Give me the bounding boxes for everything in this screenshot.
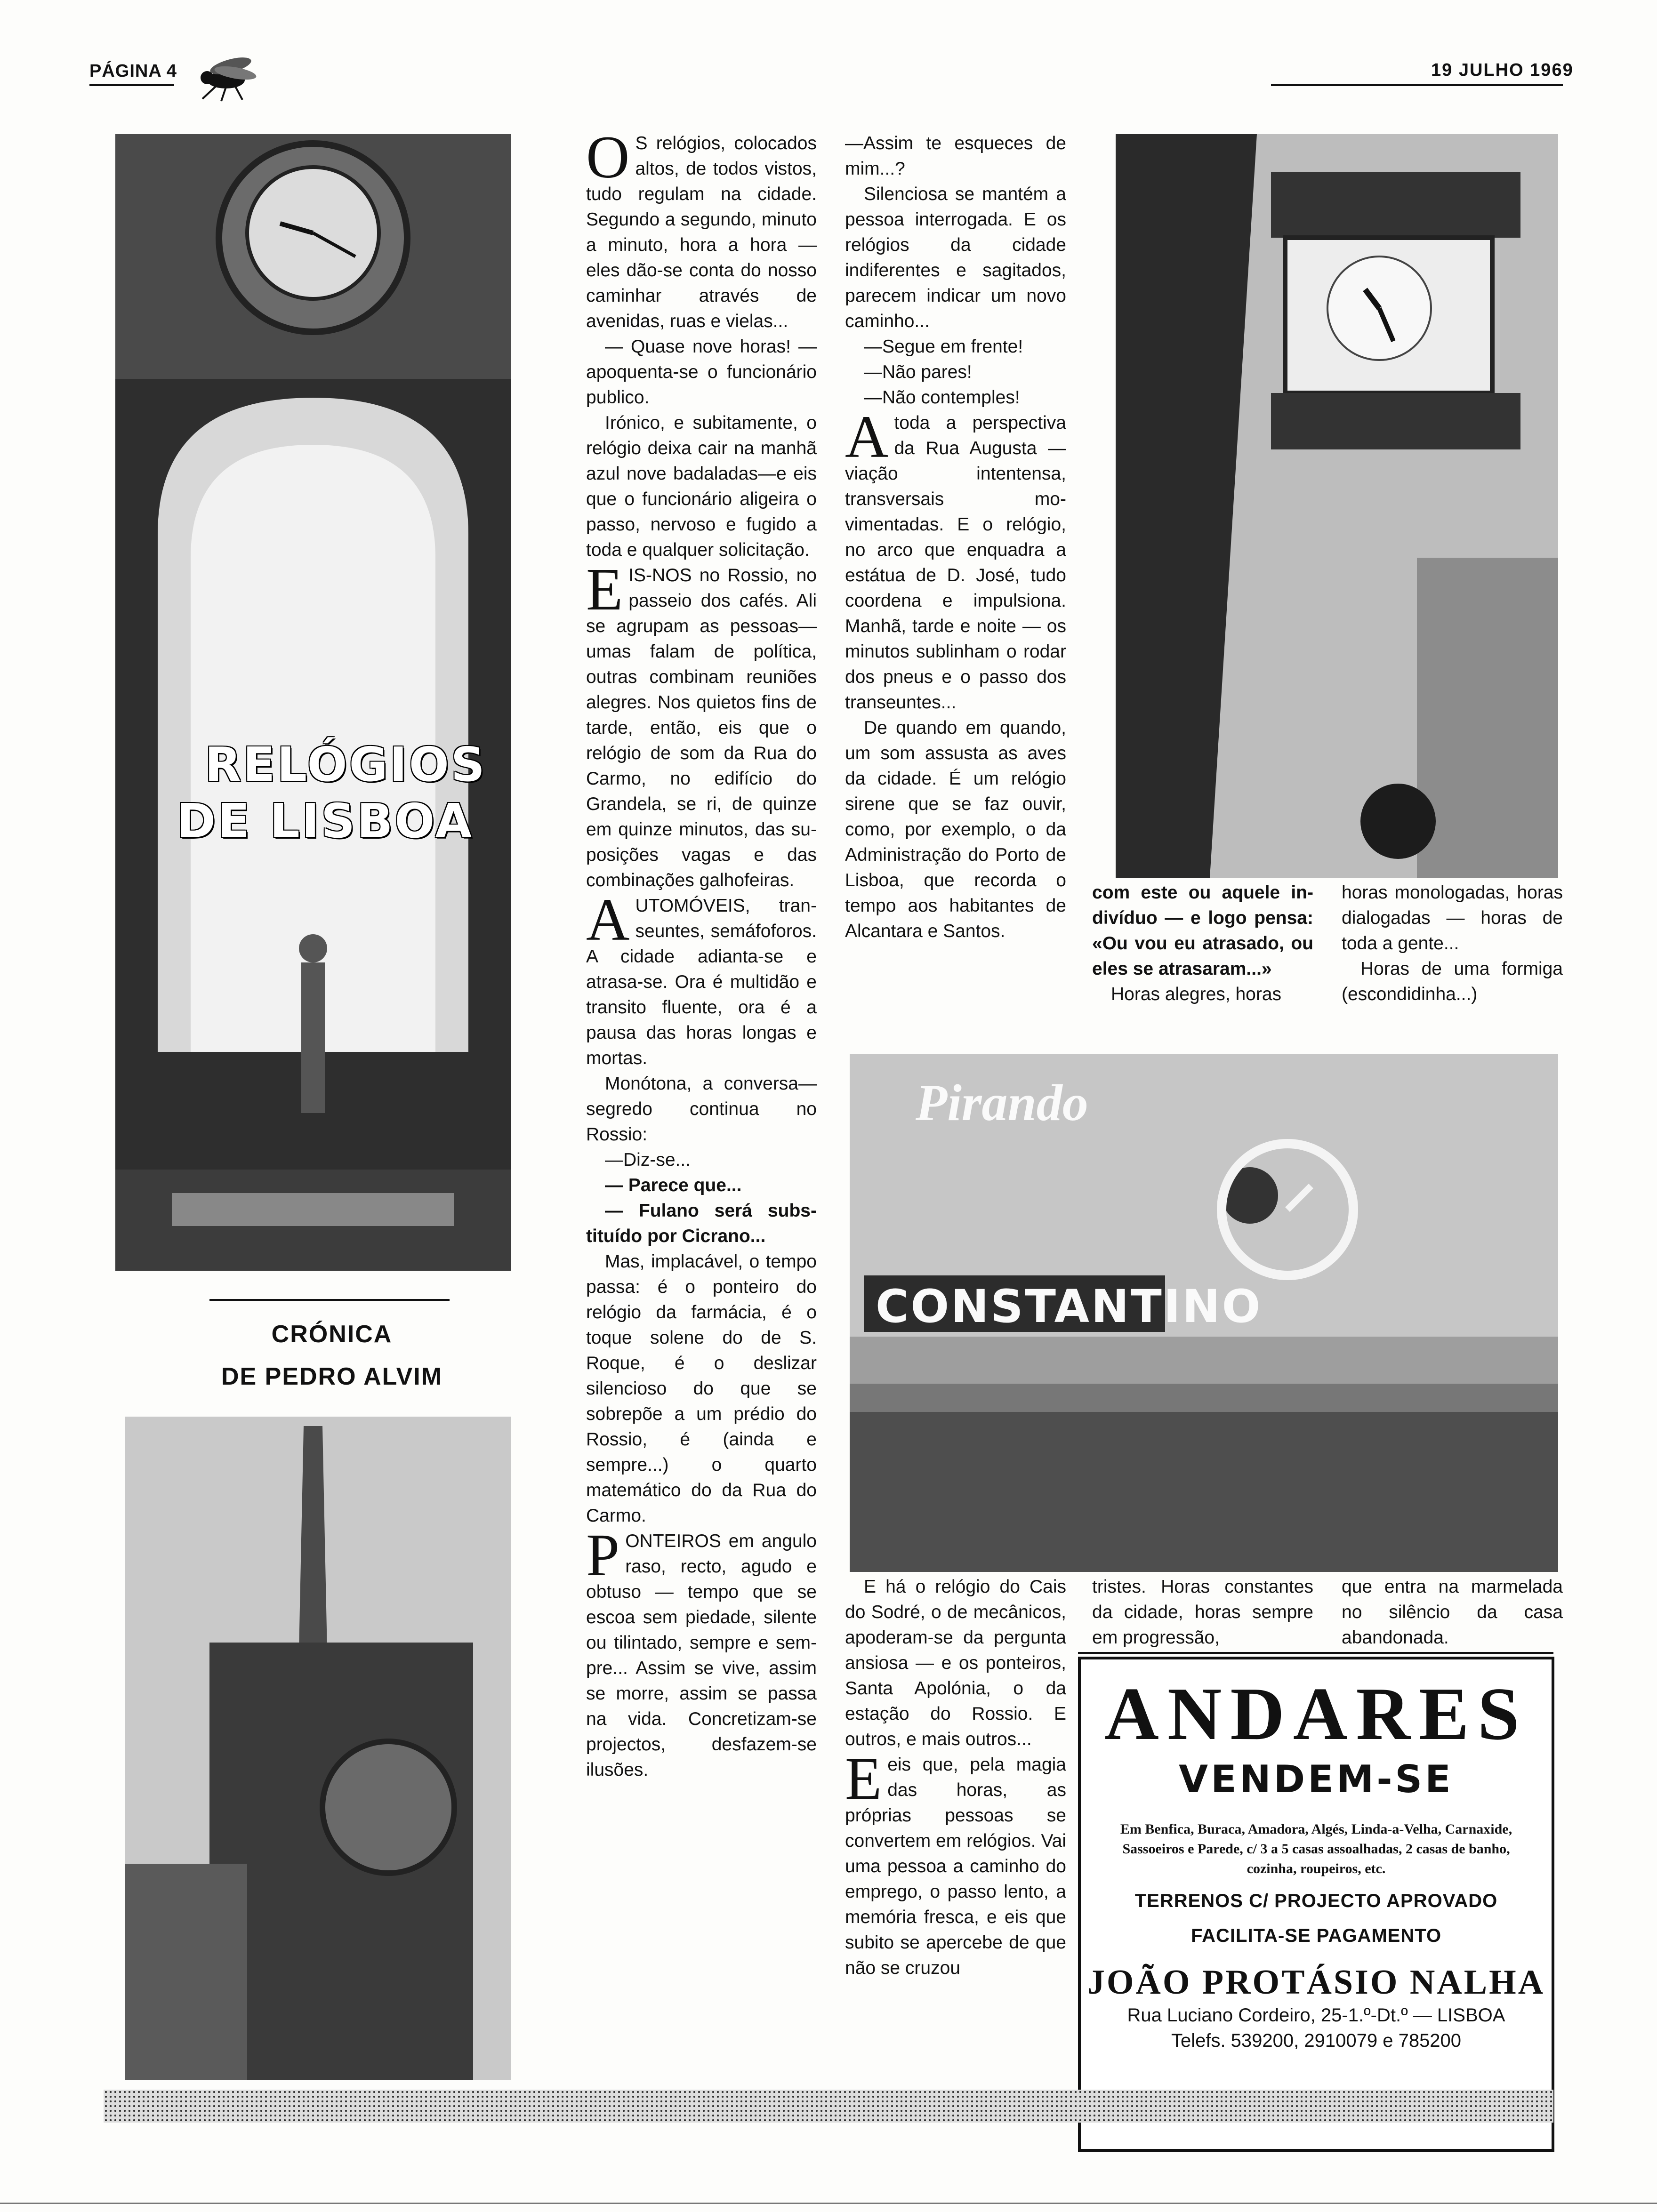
article-column-3: [845, 131, 1066, 944]
drop-cap: P: [586, 1522, 620, 1588]
byline-line-1: CRÓNICA: [271, 1321, 393, 1348]
paragraph: Mas, implacável, o tempo passa: é o ponteiro do relógio da farmácia, é o toque solene do de S. Roque, é o deslizar silencioso do que se sobrepõe a um prédio do Rossio, é (ainda e sempre...) o quarto matemático do da Rua do Carmo.: [586, 1251, 817, 1526]
drop-cap: A: [586, 886, 630, 953]
paragraph: — Fulano será substituído por Cicrano...: [586, 1201, 817, 1246]
issue-date: 19 JULHO 1969: [1431, 60, 1574, 80]
ad-company: JOÃO PROTÁSIO NALHA: [1087, 1963, 1545, 2002]
paragraph: tristes. Horas constantes da cidade, horas sempre em progressão,: [1092, 1577, 1313, 1648]
tower-illustration: [125, 1417, 511, 2080]
ad-top-rule: [1078, 1652, 1553, 1654]
drop-cap: E: [845, 1745, 882, 1812]
header-rule-left: [89, 84, 174, 86]
ad-line-1: TERRENOS C/ PROJECTO APROVADO: [1134, 1891, 1498, 1911]
paragraph: —Assim te esqueces de mim...?: [845, 133, 1066, 179]
sign-text-2: CONSTANTINO: [876, 1280, 1263, 1333]
article-column-5-top: [1342, 880, 1563, 1007]
paragraph: — Parece que...: [605, 1175, 742, 1195]
ad-line-2: FACILITA-SE PAGAMENTO: [1190, 1925, 1442, 1946]
halftone-footer-strip: [104, 2090, 1553, 2123]
paragraph: Irónico, e subitamente, o relógio deixa cair na manhã azul nove badaladas—e eis que o funcionário aligeira o passo, nervoso e fugido a toda e qualquer solicitação.: [586, 413, 817, 560]
paragraph: Horas alegres, horas: [1111, 984, 1282, 1004]
byline: [162, 1313, 501, 1398]
drop-cap: A: [845, 403, 889, 470]
paragraph: toda a perspectiva da Rua Augusta — viação intentensa, transversais movimentadas. E o relógio, no arco que enquadra a estátua de D. José, tudo coordena e impulsiona. Manhã, tarde e noite — os minutos sublinham o rodar dos pneus e o passo dos transeuntes...: [845, 413, 1066, 713]
ad-subtitle: VENDEM-SE: [1179, 1757, 1454, 1801]
real-estate-advert: [1078, 1657, 1554, 2152]
article-column-4-lower: [1092, 1574, 1313, 1651]
paragraph: Horas de uma formiga (escondidinha...): [1342, 959, 1563, 1004]
paragraph: eis que, pela magia das horas, as próprias pessoas se convertem em relógios. Vai uma pessoa a caminho do emprego, o passo lento, a memória fresca, e eis que subito se apercebe de que não se cruzou: [845, 1755, 1066, 1978]
paragraph: — Quase nove horas! — apoquenta-se o funcionário publico.: [586, 337, 817, 408]
paragraph: De quando em quando, um som assusta as aves da cidade. É um relógio sirene que se faz ouvir, como, por exemplo, o da Administração do Porto de Lisboa, que recorda o tempo aos habitantes de Alcantara e Santos.: [845, 718, 1066, 941]
header-rule-right: [1271, 84, 1563, 86]
paragraph: —Diz-se...: [605, 1150, 691, 1170]
paragraph: E há o relógio do Cais do Sodré, o de mecânicos, apoderam-se da pergunta ansiosa — e os ponteiros, Santa Apolónia, o da estação do Rossio. E outros, e mais outros...: [845, 1577, 1066, 1749]
arch-illustration: [115, 134, 511, 1271]
article-column-4-top: [1092, 880, 1313, 1007]
paragraph: IS-NOS no Rossio, no passeio dos cafés. Ali se agrupam as pessoas—umas falam de política, outras combinam reuniões alegres. Nos quietos fins de tarde, então, eis que o relógio de som da Rua do Carmo, no edifício do Grandela, se ri, de quinze em quinze minutos, das suposições vagas e das combinações galhofeiras.: [586, 565, 817, 890]
drop-cap: E: [586, 556, 623, 623]
paragraph: ONTEIROS em angulo raso, recto, agudo e obtuso — tempo que se escoa sem piedade, silente ou tilintado, sempre e sempre... Assim se vive, assim se morre, assim se passa na vida. Concretizam-se projectos, desfazem-se ilusões.: [586, 1531, 817, 1780]
headline-line-2: DE LISBOA: [177, 793, 474, 849]
arch-clock-photo: [115, 134, 511, 1271]
fly-icon: [174, 52, 268, 104]
ad-address: Rua Luciano Cordeiro, 25-1.º-Dt.º — LISBOA: [1127, 2005, 1505, 2026]
sign-text-1: Pirando: [916, 1074, 1088, 1131]
drop-cap: O: [586, 124, 630, 191]
byline-line-2: DE PEDRO ALVIM: [221, 1363, 443, 1390]
tower-clock-photo: [125, 1417, 511, 2080]
paragraph: —Segue em frente!: [864, 337, 1023, 357]
rooftop-clock-photo: [850, 1054, 1558, 1572]
page-bottom-rule: [0, 2203, 1657, 2204]
paragraph: Monótona, a conversa—segredo continua no Rossio:: [586, 1074, 817, 1145]
paragraph: UTOMÓVEIS, transeuntes, semáfoforos. A cidade adianta-se e atrasa-se. Ora é multidão e transito fluente, ora é a pausa das horas longas e mortas.: [586, 896, 817, 1068]
article-column-5-lower: [1342, 1574, 1563, 1651]
paragraph: S relógios, colocados altos, de todos vistos, tudo regulam na cidade. Segundo a segundo, minuto a minuto, hora a hora — eles dão-se conta do nosso caminhar através de avenidas, ruas e vielas...: [586, 133, 817, 331]
street-clock-photo: [1116, 134, 1558, 878]
paragraph: horas monologadas, horas dialogadas — horas de toda a gente...: [1342, 882, 1563, 954]
paragraph: —Não contemples!: [864, 387, 1020, 408]
ad-locations: Em Benfica, Buraca, Amadora, Algés, Linda-a-Velha, Carnaxide, Sassoeiros e Parede, c/ 3 a 5 casas assoalhadas, 2 casas de banho, cozinha, roupeiros, etc.: [1120, 1821, 1512, 1876]
paragraph: com este ou aquele indivíduo — e logo pensa: «Ou vou eu atrasado, ou eles se atrasaram...»: [1092, 882, 1313, 979]
street-clock-illustration: [1116, 134, 1558, 878]
paragraph: que entra na marmelada no silêncio da casa abandonada.: [1342, 1577, 1563, 1648]
ad-phones: Telefs. 539200, 2910079 e 785200: [1171, 2030, 1462, 2051]
page-label: PÁGINA 4: [89, 61, 177, 81]
article-column-2: [586, 124, 817, 1783]
byline-rule: [209, 1299, 450, 1301]
ad-title: ANDARES: [1104, 1672, 1528, 1755]
paragraph: Silenciosa se mantém a pessoa interrogada. E os relógios da cidade indiferentes e sagitados, parecem indicar um novo caminho...: [845, 184, 1066, 331]
headline-line-1: RELÓGIOS: [205, 737, 487, 792]
paragraph: —Não pares!: [864, 362, 972, 382]
article-column-3-lower: [845, 1574, 1066, 1981]
